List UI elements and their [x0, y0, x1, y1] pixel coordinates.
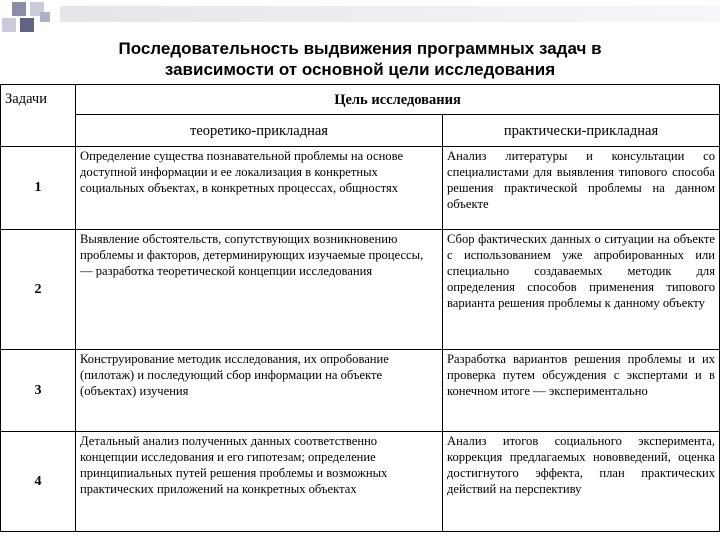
task-number: 1 — [1, 147, 76, 230]
decorative-square — [2, 18, 16, 32]
theoretical-cell: Выявление обстоятельств, сопутствующих возникновению проблемы и факторов, детерминирующих изучаемые процессы, — разработка теоретической концепции исследования — [76, 230, 443, 350]
decorative-header-band — [0, 0, 720, 38]
decorative-square — [20, 18, 34, 32]
table-row — [1, 432, 720, 532]
table-subheader-row — [1, 115, 720, 147]
practical-cell: Разработка вариантов решения проблемы и их проверка путем обсуждения с экспертами и в конечном итоге — экспериментально — [443, 350, 720, 432]
practical-cell: Анализ литературы и консультации со специалистами для выявления типового способа решения практической проблемы на данном объекте — [443, 147, 720, 230]
header-theoretical: теоретико-прикладная — [76, 115, 443, 147]
header-practical: практически-прикладная — [443, 115, 720, 147]
table-row — [1, 230, 720, 350]
header-gradient-bar — [60, 6, 720, 22]
title-line-2: зависимости от основной цели исследования — [164, 60, 556, 79]
decorative-square — [40, 12, 50, 22]
title-line-1: Последовательность выдвижения программных задач в — [118, 39, 602, 58]
slide-title — [80, 38, 640, 80]
table-row — [1, 350, 720, 432]
header-goal: Цель исследования — [76, 85, 720, 115]
task-number: 2 — [1, 230, 76, 350]
table-header-row — [1, 85, 720, 115]
task-number: 4 — [1, 432, 76, 532]
decorative-square — [12, 2, 26, 16]
practical-cell: Сбор фактических данных о ситуации на объекте с использованием уже апробированных или специально создаваемых методик для определения способов применения типового варианта решения проблемы к данному объекту — [443, 230, 720, 350]
tasks-table — [0, 84, 720, 532]
table-row — [1, 147, 720, 230]
theoretical-cell: Конструирование методик исследования, их опробование (пилотаж) и последующий сбор информации на объекте (объектах) изучения — [76, 350, 443, 432]
practical-cell: Анализ итогов социального эксперимента, коррекция предлагаемых нововведений, оценка достигнутого эффекта, план практических действий на перспективу — [443, 432, 720, 532]
theoretical-cell: Определение существа познавательной проблемы на основе доступной информации и ее локализация в конкретных социальных объектах, в конкретных процессах, общностях — [76, 147, 443, 230]
task-number: 3 — [1, 350, 76, 432]
header-tasks: Задачи — [1, 85, 76, 147]
theoretical-cell: Детальный анализ полученных данных соответственно концепции исследования и его гипотезам; определение принципиальных путей решения проблемы и возможных практических приложений на конкретных объектах — [76, 432, 443, 532]
